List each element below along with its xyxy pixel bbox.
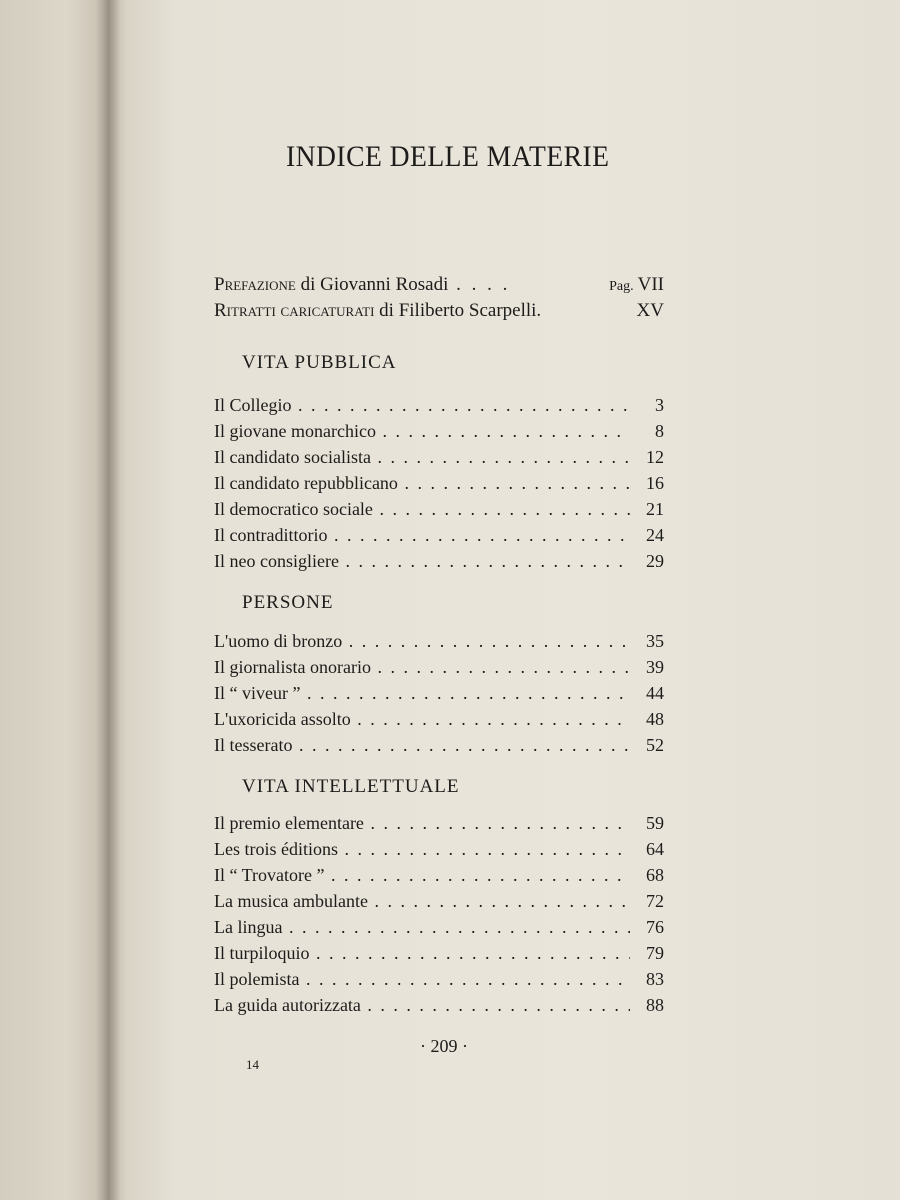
entry-page-number: 24 xyxy=(646,525,664,545)
toc-entry xyxy=(214,862,664,888)
entry-page-number: 12 xyxy=(646,447,664,467)
entry-page-number: 52 xyxy=(646,735,664,755)
entry-leader xyxy=(214,732,630,758)
entry-label: Il giovane monarchico xyxy=(214,421,376,441)
book-gutter xyxy=(96,0,120,1200)
toc-entry xyxy=(214,548,664,574)
toc-entry xyxy=(214,940,664,966)
entry-label-rest: di Giovanni Rosadi xyxy=(295,274,449,295)
entry-label-smallcaps: Ritratti caricaturati xyxy=(214,300,375,321)
toc-entry xyxy=(214,418,664,444)
toc-entry xyxy=(214,628,664,654)
entry-leader xyxy=(214,470,630,496)
entry-page-number: 76 xyxy=(646,917,664,937)
entry-leader xyxy=(214,522,630,548)
page-abbrev: Pag. xyxy=(609,279,634,294)
entry-page-number: 48 xyxy=(646,709,664,729)
entry-page-number: 68 xyxy=(646,865,664,885)
toc-entry-preface xyxy=(214,274,664,296)
page-number: · 209 · xyxy=(420,1036,468,1056)
entry-page-number: 29 xyxy=(646,551,664,571)
signature-mark: 14 xyxy=(246,1057,259,1072)
toc-entry xyxy=(214,654,664,680)
entry-page-number: 21 xyxy=(646,499,664,519)
entry-label: Il “ viveur ” xyxy=(214,683,301,703)
entry-label: Il giornalista onorario xyxy=(214,657,371,677)
entry-leader xyxy=(214,628,630,654)
toc-entry xyxy=(214,470,664,496)
entry-page-number: 79 xyxy=(646,943,664,963)
entry-leader xyxy=(214,444,630,470)
toc-entry xyxy=(214,836,664,862)
toc-entry xyxy=(214,680,664,706)
toc-entry xyxy=(214,914,664,940)
entry-page-number: 3 xyxy=(655,395,664,415)
entry-leader xyxy=(214,810,630,836)
entry-page-number: 44 xyxy=(646,683,664,703)
toc-entry-portraits xyxy=(214,300,664,322)
entry-leader xyxy=(214,654,630,680)
entry-leader xyxy=(214,496,630,522)
entry-leader xyxy=(214,888,630,914)
entry-page-number: VII xyxy=(637,274,664,295)
entry-leader xyxy=(214,862,630,888)
entry-leader xyxy=(214,548,630,574)
entry-page-number: 59 xyxy=(646,813,664,833)
entry-page-number: 35 xyxy=(646,631,664,651)
toc-entry xyxy=(214,444,664,470)
entry-label-rest: di Filiberto Scarpelli. xyxy=(374,300,542,321)
toc-entry xyxy=(214,706,664,732)
entry-label: L'uxoricida assolto xyxy=(214,709,351,729)
entry-label: Il candidato repubblicano xyxy=(214,473,398,493)
entry-page-number: XV xyxy=(636,300,664,321)
entry-label: Il polemista xyxy=(214,969,300,989)
entry-label: Il Collegio xyxy=(214,395,292,415)
toc-entry xyxy=(214,392,664,418)
entry-leader xyxy=(214,966,630,992)
book-page xyxy=(108,0,900,1200)
entry-label: La guida autorizzata xyxy=(214,995,361,1015)
entry-label: Il democratico sociale xyxy=(214,499,373,519)
entry-page-number: 83 xyxy=(646,969,664,989)
entry-page-number: 39 xyxy=(646,657,664,677)
toc-entry xyxy=(214,992,664,1018)
entry-label: Il turpiloquio xyxy=(214,943,310,963)
entry-page-number: 64 xyxy=(646,839,664,859)
entry-page-number: 72 xyxy=(646,891,664,911)
entry-label: Il neo consigliere xyxy=(214,551,339,571)
entry-label: L'uomo di bronzo xyxy=(214,631,343,651)
toc-entry xyxy=(214,966,664,992)
entry-label: Il contradittorio xyxy=(214,525,328,545)
entry-label: Il tesserato xyxy=(214,735,293,755)
toc-entry xyxy=(214,888,664,914)
entry-page-number: 8 xyxy=(655,421,664,441)
entry-label: La musica ambulante xyxy=(214,891,368,911)
entry-label: La lingua xyxy=(214,917,283,937)
page-title: INDICE DELLE MATERIE xyxy=(286,140,610,173)
entry-label: Il premio elementare xyxy=(214,813,364,833)
entry-page-number: 16 xyxy=(646,473,664,493)
entry-leader xyxy=(214,392,630,418)
entry-leader xyxy=(214,680,630,706)
toc-entry xyxy=(214,732,664,758)
toc-entry xyxy=(214,810,664,836)
entry-label-smallcaps: Prefazione xyxy=(214,274,296,295)
entry-leader xyxy=(214,706,630,732)
section-heading-vita-pubblica: VITA PUBBLICA xyxy=(242,352,397,373)
section-heading-vita-intellettuale: VITA INTELLETTUALE xyxy=(242,776,460,797)
entry-label: Il “ Trovatore ” xyxy=(214,865,325,885)
entry-leader xyxy=(214,992,630,1018)
section-heading-persone: PERSONE xyxy=(242,592,334,613)
entry-page-number: 88 xyxy=(646,995,664,1015)
toc-entry xyxy=(214,496,664,522)
entry-leader xyxy=(214,940,630,966)
toc-entry xyxy=(214,522,664,548)
entry-leader xyxy=(214,914,630,940)
entry-leader xyxy=(214,418,630,444)
entry-label: Les trois éditions xyxy=(214,839,338,859)
entry-label: Il candidato socialista xyxy=(214,447,371,467)
entry-leader xyxy=(214,836,630,862)
entry-leader-dots: . . . . xyxy=(448,274,511,295)
